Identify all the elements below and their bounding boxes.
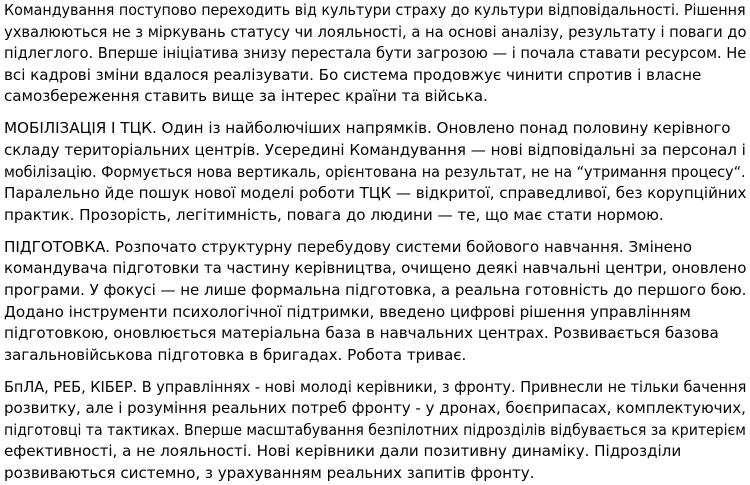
text-line: складу територіальних центрів. Усередині Командування — нові відповідальні за персонал і [4, 140, 746, 159]
text-line: підготовці та тактиках. Вперше масштабування безпілотних підрозділів відбувається за критерієм [4, 420, 746, 439]
text-line: МОБІЛІЗАЦІЯ І ТЦК. Один із найболючіших напрямків. Оновлено понад половину керівного [4, 119, 731, 138]
text-line: самозбереження ставить вище за інтерес країни та війська. [4, 87, 488, 106]
text-line: всі кадрові зміни вдалося реалізувати. Бо система продовжує чинити спротив і власне [4, 65, 702, 84]
text-line: ПІДГОТОВКА. Розпочато структурну перебудову системи бойового навчання. Змінено [4, 237, 693, 256]
paragraph-mobilization [4, 118, 746, 226]
paragraph-spacer [4, 366, 746, 376]
paragraph-spacer [4, 226, 746, 236]
text-line: мобілізацію. Формується нова вертикаль, орієнтована на результат, не на “утримання процесу“. [4, 162, 746, 181]
text-line: підлеглого. Вперше ініціатива знизу перестала бути загрозою — і почала ставати ресурсом. Не [4, 44, 747, 63]
text-line: ефективності, а не лояльності. Нові керівники дали позитивну динаміку. Підрозділи [4, 442, 682, 461]
paragraph-training [4, 237, 746, 367]
text-line: розвитку, але і розуміння реальних потреб фронту - у дронах, боєприпасах, комплектуючих, [4, 399, 746, 418]
text-line: командувача підготовки та частину керівництва, очищено деякі навчальні центри, оновлено [4, 259, 747, 278]
paragraph-spacer [4, 108, 746, 118]
text-line: програми. У фокусі — не лише формальна підготовка, а реальна готовність до першого бою. [4, 280, 747, 299]
post-body [4, 0, 746, 485]
text-line: підготовкою, оновлюється матеріальна база в навчальних центрах. Розвивається базова [4, 324, 719, 343]
text-line: загальновійськова підготовка в бригадах. Робота триває. [4, 345, 467, 364]
text-line: розвиваються системно, з урахуванням реальних запитів фронту. [4, 464, 535, 483]
text-line: Додано інструменти психологічної підтримки, введено цифрові рішення управлінням [4, 302, 691, 321]
text-line: практик. Прозорість, легітимність, повага до людини — те, що має стати нормою. [4, 205, 664, 224]
paragraph-drones-ew-cyber [4, 377, 746, 485]
text-line: ухвалюються не з міркувань статусу чи лояльності, а на основі аналізу, результату і поваги до [4, 22, 747, 41]
text-line: Паралельно йде пошук нової моделі роботи ТЦК — відкритої, справедливої, без корупційних [4, 184, 747, 203]
paragraph-command-culture [4, 0, 746, 108]
text-line: БпЛА, РЕБ, КІБЕР. В управліннях - нові молоді керівники, з фронту. Привнесли не тільки бачення [4, 377, 747, 396]
text-line: Командування поступово переходить від культури страху до культури відповідальності. Рішення [4, 1, 746, 19]
